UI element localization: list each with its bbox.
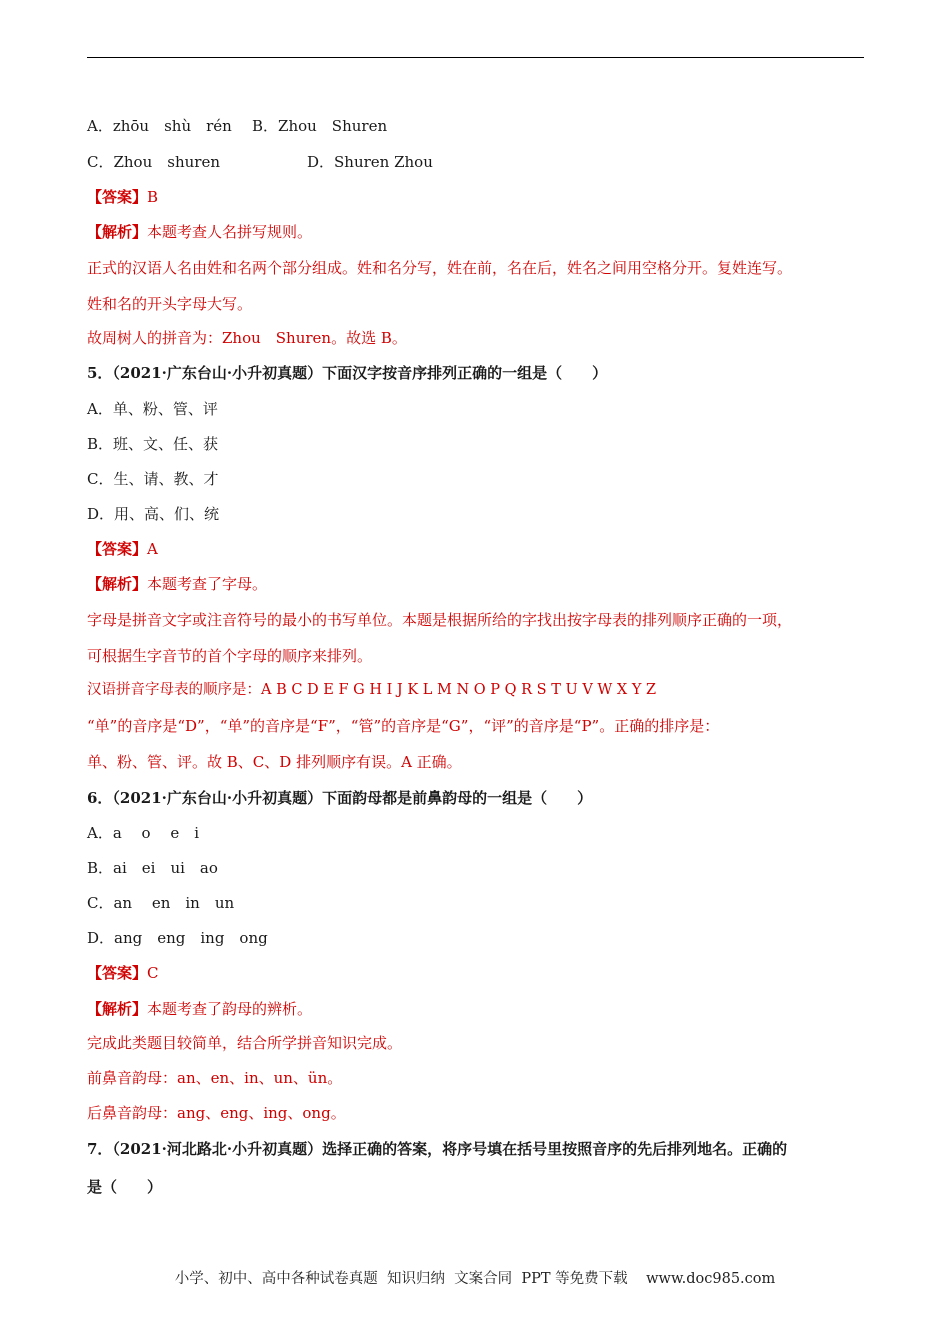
q4-option-c: C．Zhou shuren bbox=[87, 153, 220, 171]
q5-analysis-line: “单”的音序是“D”，“单”的音序是“F”，“管”的音序是“G”，“评”的音序是“P”。正确的排序是： bbox=[87, 717, 720, 735]
answer-tag: 【答案】 bbox=[87, 964, 148, 982]
analysis-text: 本题考查了字母。 bbox=[147, 575, 268, 593]
q4-answer bbox=[87, 187, 158, 207]
q6-analysis-line: 前鼻音韵母：an、en、in、un、ün。 bbox=[87, 1069, 343, 1087]
q4-option-a: A．zhōu shù rén bbox=[87, 117, 232, 135]
q4-analysis-line: 故周树人的拼音为：Zhou Shuren。故选 B。 bbox=[87, 329, 407, 347]
q4-option-b: B．Zhou Shuren bbox=[252, 117, 388, 135]
q6-option-b: B．ai ei ui ao bbox=[87, 859, 218, 877]
q5-alphabet-line: 汉语拼音字母表的顺序是：A B C D E F G H I J K L M N O P Q R S T U V W X Y Z bbox=[87, 682, 657, 698]
q6-title: 6．（2021·广东台山·小升初真题）下面韵母都是前鼻韵母的一组是（ ） bbox=[87, 789, 593, 807]
q5-option-b: B．班、文、任、获 bbox=[87, 435, 219, 453]
q5-analysis-line: 单、粉、管、评。故 B、C、D 排列顺序有误。A 正确。 bbox=[87, 753, 462, 771]
analysis-text: 本题考查了韵母的辨析。 bbox=[147, 1000, 313, 1018]
header-rule bbox=[87, 57, 864, 58]
q4-option-d: D．Shuren Zhou bbox=[307, 153, 433, 171]
q4-analysis bbox=[87, 222, 312, 242]
q4-analysis-line: 姓和名的开头字母大写。 bbox=[87, 295, 253, 313]
analysis-text: 本题考查人名拼写规则。 bbox=[147, 223, 313, 241]
q5-option-c: C．生、请、教、才 bbox=[87, 470, 219, 488]
q5-option-d: D．用、高、们、统 bbox=[87, 505, 220, 523]
analysis-tag: 【解析】 bbox=[87, 575, 148, 593]
q5-analysis-line: 字母是拼音文字或注音符号的最小的书写单位。本题是根据所给的字找出按字母表的排列顺序正确的一项， bbox=[87, 611, 793, 629]
q6-option-d: D．ang eng ing ong bbox=[87, 929, 268, 947]
q6-analysis-line: 完成此类题目较简单，结合所学拼音知识完成。 bbox=[87, 1034, 403, 1052]
q5-title: 5．（2021·广东台山·小升初真题）下面汉字按音序排列正确的一组是（ ） bbox=[87, 364, 608, 382]
q7-title-cont: 是（ ） bbox=[87, 1178, 163, 1196]
answer-value: C bbox=[147, 964, 159, 982]
answer-tag: 【答案】 bbox=[87, 188, 148, 206]
q5-analysis-line: 可根据生字音节的首个字母的顺序来排列。 bbox=[87, 647, 373, 665]
analysis-tag: 【解析】 bbox=[87, 1000, 148, 1018]
analysis-tag: 【解析】 bbox=[87, 223, 148, 241]
answer-value: A bbox=[147, 540, 158, 558]
q5-analysis bbox=[87, 574, 267, 594]
q5-option-a: A．单、粉、管、评 bbox=[87, 400, 218, 418]
q6-option-c: C．an en in un bbox=[87, 894, 235, 912]
q6-analysis bbox=[87, 999, 312, 1019]
q6-option-a: A．a o e i bbox=[87, 824, 200, 842]
q5-answer bbox=[87, 539, 158, 559]
q4-analysis-line: 正式的汉语人名由姓和名两个部分组成。姓和名分写，姓在前，名在后，姓名之间用空格分开。复姓连写。 bbox=[87, 259, 793, 277]
page-footer: 小学、初中、高中各种试卷真题 知识归纳 文案合同 PPT 等免费下载 www.doc985.com bbox=[174, 1271, 776, 1287]
answer-value: B bbox=[147, 188, 159, 206]
answer-tag: 【答案】 bbox=[87, 540, 148, 558]
q6-analysis-line: 后鼻音韵母：ang、eng、ing、ong。 bbox=[87, 1104, 346, 1122]
q7-title: 7．（2021·河北路北·小升初真题）选择正确的答案，将序号填在括号里按照音序的先后排列地名。正确的 bbox=[87, 1140, 788, 1158]
q6-answer bbox=[87, 963, 159, 983]
